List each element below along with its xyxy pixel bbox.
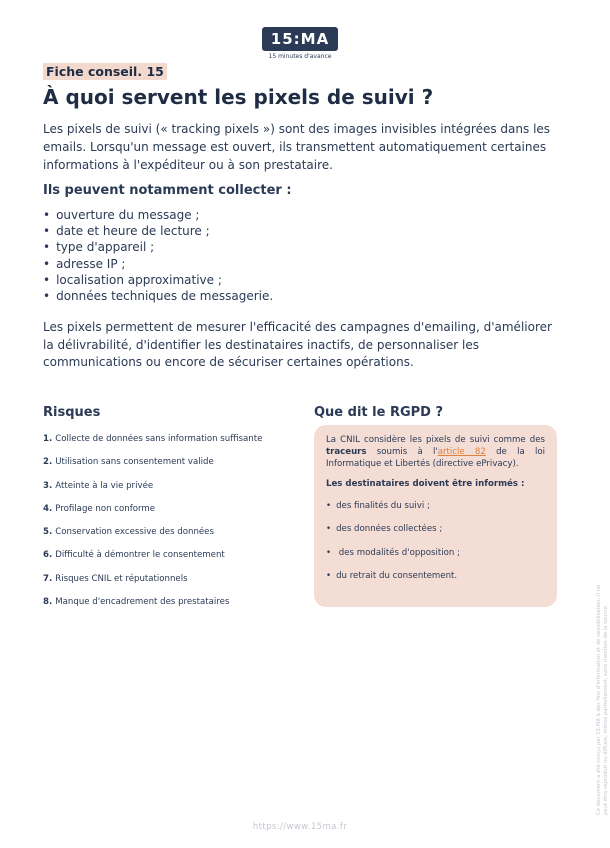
risk-text: Conservation excessive des données [55,527,214,538]
list-item: • ouverture du message ; [43,207,273,223]
risk-text: Manque d'encadrement des prestataires [55,597,230,608]
list-item: • adresse IP ; [43,256,273,272]
side-note-text: Ce document a été conçu par 15:MA à des fins d'information et de sensibilisation. Il ne peut être reproduit ou diffusé, même partiellement, sans mention de la source. [596,584,609,815]
rgpd-text-part: soumis à l' [366,447,438,457]
list-item [43,456,262,479]
footer-url[interactable]: https://www.15ma.fr [252,822,348,832]
list-item [43,480,262,503]
risk-text: Risques CNIL et réputationnels [55,573,188,584]
risk-text: Utilisation sans consentement valide [55,457,214,468]
list-item [43,596,262,619]
intro-paragraph: Les pixels de suivi (« tracking pixels ») sont des images invisibles intégrées dans les emails. Lorsqu'un message est ouvert, ils transmettent automatiquement certaines informations à l'expéditeur ou à son prestataire. [43,122,551,172]
rgpd-paragraph [326,434,545,470]
rgpd-subheading: Les destinataires doivent être informés : [326,479,525,489]
list-item [43,433,262,456]
rgpd-title: Que dit le RGPD ? [314,405,444,420]
rgpd-text-part: de la loi Informatique et Libertés (directive ePrivacy). [326,447,545,469]
sheet-badge: Fiche conseil. 15 [43,63,167,80]
logo-tagline: 15 minutes d'avance [268,53,332,60]
list-item: • des finalités du suivi ; [326,501,545,524]
list-item [43,573,262,596]
list-item [43,549,262,572]
list-item [43,503,262,526]
collect-list [43,207,273,304]
risk-text: Atteinte à la vie privée [55,480,154,491]
list-item: • du retrait du consentement. [326,571,545,594]
list-item: • des données collectées ; [326,524,545,547]
risks-list [43,433,262,619]
rgpd-list [326,501,545,594]
risk-text: Profilage non conforme [55,503,156,514]
risk-number: 5. [43,527,53,538]
rgpd-text-bold: traceurs [326,447,367,457]
rgpd-box [314,425,557,607]
side-note [572,575,609,815]
article-link[interactable]: article 82 [437,447,486,457]
risk-number: 4. [43,503,53,514]
rgpd-text-part: La CNIL considère les pixels de suivi comme des [326,435,545,445]
list-item: • données techniques de messagerie. [43,288,273,304]
risks-title: Risques [43,405,101,420]
list-item: • type d'appareil ; [43,239,273,255]
risk-number: 1. [43,434,53,444]
collect-heading: Ils peuvent notamment collecter : [43,183,292,198]
usage-paragraph: Les pixels permettent de mesurer l'efficacité des campagnes d'emailing, d'améliorer la délivrabilité, d'identifier les destinataires inactifs, de personnaliser les communications ou encore de sécuriser certaines opérations. [43,320,552,369]
list-item: • localisation approximative ; [43,272,273,288]
risk-number: 7. [43,573,53,584]
risk-text: Difficulté à démontrer le consentement [55,550,225,561]
page-title: À quoi servent les pixels de suivi ? [43,85,434,109]
risk-number: 6. [43,550,53,561]
list-item: • date et heure de lecture ; [43,223,273,239]
logo-mark: 15:MA [262,27,338,51]
list-item: • des modalités d'opposition ; [326,548,545,571]
list-item [43,526,262,549]
risk-number: 3. [43,480,53,491]
risk-number: 8. [43,597,53,608]
logo [0,27,600,60]
risk-text: Collecte de données sans information suffisante [55,434,263,444]
risk-number: 2. [43,457,53,468]
